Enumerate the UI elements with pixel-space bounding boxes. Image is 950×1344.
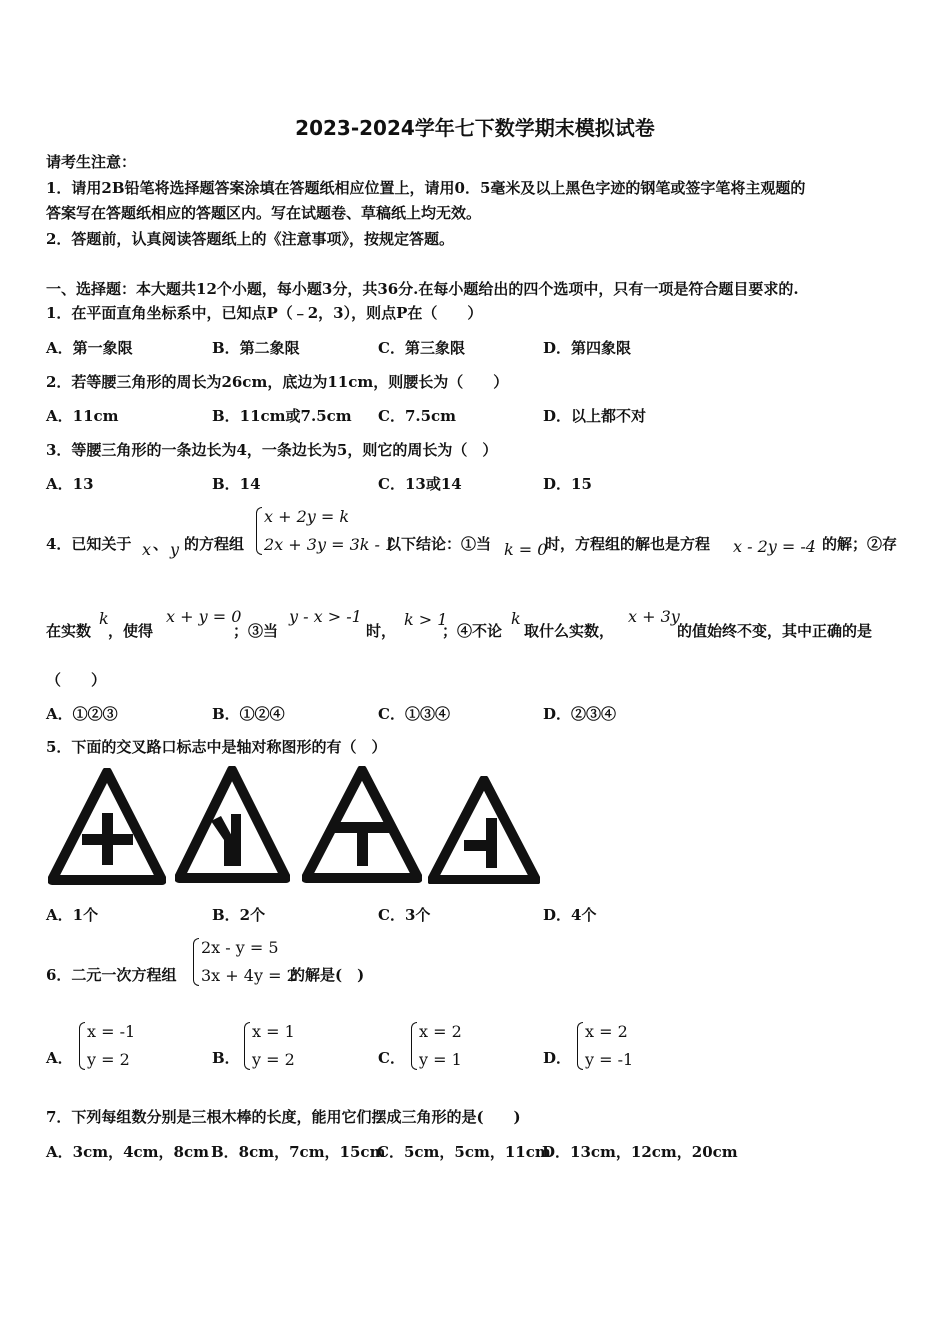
q6-b-row-2: y = 2 — [252, 1050, 295, 1069]
section-heading: 一、选择题：本大题共12个小题，每小题3分，共36分.在每小题给出的四个选项中，只有一项是符合题目要求的. — [46, 280, 799, 298]
q4-option-c[interactable]: C．①③④ — [378, 705, 450, 723]
q4-text-8: ；③当 — [233, 622, 279, 640]
notice-line-2: 2．答题前，认真阅读答题纸上的《注意事项》，按规定答题。 — [46, 230, 454, 248]
q2-option-d[interactable]: D．以上都不对 — [543, 407, 647, 425]
q7-option-a[interactable]: A．3cm，4cm，8cm — [46, 1143, 209, 1161]
q6-b-row-1: x = 1 — [252, 1022, 295, 1041]
q1-option-d[interactable]: D．第四象限 — [543, 339, 632, 357]
q4-text-5: 的解；②存 — [822, 535, 898, 553]
q4-eq-2: 2x + 3y = 3k - 1 — [264, 535, 396, 554]
q6-d-row-1: x = 2 — [585, 1022, 628, 1041]
q6-text-2: 的解是( ) — [290, 966, 365, 984]
q6-system — [193, 934, 297, 990]
q1-option-b[interactable]: B．第二象限 — [212, 339, 300, 357]
q4-option-d[interactable]: D．②③④ — [543, 705, 617, 723]
page-title: 2023-2024学年七下数学期末模拟试卷 — [295, 116, 655, 140]
q4-var-y: y — [170, 540, 180, 559]
q4-text-6: 在实数 — [46, 622, 92, 640]
q5-option-c[interactable]: C．3个 — [378, 906, 431, 924]
q6-c-row-1: x = 2 — [419, 1022, 462, 1041]
q3-option-b[interactable]: B．14 — [212, 475, 261, 493]
q6-a-row-1: x = -1 — [87, 1022, 136, 1041]
q4-text-9: 时， — [366, 622, 397, 640]
q5-option-a[interactable]: A．1个 — [46, 906, 99, 924]
q6-a-row-2: y = 2 — [87, 1050, 130, 1069]
q3-stem: 3．等腰三角形的一条边长为4，一条边长为5，则它的周长为（ ） — [46, 441, 498, 459]
q4-sep: 、 — [153, 535, 169, 553]
q7-stem: 7．下列每组数分别是三根木棒的长度，能用它们摆成三角形的是( ) — [46, 1108, 521, 1126]
q7-option-d[interactable]: D．13cm，12cm，20cm — [542, 1143, 738, 1161]
q6-option-d-system[interactable] — [577, 1018, 633, 1074]
q4-text-1: 4．已知关于 — [46, 535, 132, 553]
q7-option-b[interactable]: B．8cm，7cm，15cm — [211, 1143, 386, 1161]
q6-option-b-system[interactable] — [244, 1018, 295, 1074]
q6-eq-2: 3x + 4y = 2 — [201, 966, 297, 985]
q6-option-b-label[interactable]: B． — [212, 1049, 240, 1067]
q2-stem: 2．若等腰三角形的周长为26cm，底边为11cm，则腰长为（ ） — [46, 373, 509, 391]
q4-text-7: ，使得 — [108, 622, 154, 640]
q4-text-4: 时，方程组的解也是方程 — [545, 535, 711, 553]
q2-option-b[interactable]: B．11cm或7.5cm — [212, 407, 352, 425]
q4-var-k-1: k — [99, 609, 109, 628]
q4-var-k-2: k — [511, 609, 521, 628]
q4-option-a[interactable]: A．①②③ — [46, 705, 118, 723]
notice-line-1b: 答案写在答题纸相应的答题区内。写在试题卷、草稿纸上均无效。 — [46, 204, 482, 222]
q1-stem: 1．在平面直角坐标系中，已知点P（﹣2，3），则点P在（ ） — [46, 304, 483, 322]
q6-c-row-2: y = 1 — [419, 1050, 462, 1069]
q4-cond-4: k > 1 — [404, 610, 448, 629]
q1-option-c[interactable]: C．第三象限 — [378, 339, 465, 357]
q6-d-row-2: y = -1 — [585, 1050, 634, 1069]
q3-option-a[interactable]: A．13 — [46, 475, 94, 493]
q4-cond-1: k = 0 — [504, 540, 548, 559]
q4-answer-paren: （ ） — [46, 671, 107, 689]
q4-expr: x + 3y — [628, 607, 680, 626]
q5-option-d[interactable]: D．4个 — [543, 906, 597, 924]
q3-option-c[interactable]: C．13或14 — [378, 475, 462, 493]
q6-text-1: 6．二元一次方程组 — [46, 966, 177, 984]
q6-option-d-label[interactable]: D． — [543, 1049, 572, 1067]
q2-option-c[interactable]: C．7.5cm — [378, 407, 457, 425]
q4-text-10: ；④不论 — [442, 622, 503, 640]
q5-option-b[interactable]: B．2个 — [212, 906, 266, 924]
q6-option-a-label[interactable]: A． — [46, 1049, 73, 1067]
q4-text-3: 以下结论：①当 — [386, 535, 492, 553]
q4-cond-3: y - x > -1 — [289, 607, 362, 626]
q4-cond-2: x + y = 0 — [166, 607, 242, 626]
side-road-sign-icon — [428, 776, 540, 884]
q4-eq-3: x - 2y = -4 — [733, 537, 816, 556]
q4-text-12: 的值始终不变，其中正确的是 — [677, 622, 873, 640]
q4-var-x: x — [142, 540, 152, 559]
q2-option-a[interactable]: A．11cm — [46, 407, 119, 425]
q4-text-2: 的方程组 — [184, 535, 245, 553]
notice-heading: 请考生注意： — [46, 153, 137, 171]
q7-option-c[interactable]: C．5cm，5cm，11cm — [377, 1143, 551, 1161]
q3-option-d[interactable]: D．15 — [543, 475, 592, 493]
q5-stem: 5．下面的交叉路口标志中是轴对称图形的有（ ） — [46, 738, 387, 756]
q4-text-11: 取什么实数， — [524, 622, 615, 640]
q1-option-a[interactable]: A．第一象限 — [46, 339, 133, 357]
q6-option-c-system[interactable] — [411, 1018, 462, 1074]
t-junction-sign-icon — [302, 766, 422, 883]
y-junction-sign-icon — [175, 766, 290, 883]
notice-line-1a: 1．请用2B铅笔将选择题答案涂填在答题纸相应位置上，请用0．5毫米及以上黑色字迹的钢笔或签字笔将主观题的 — [46, 179, 806, 197]
q6-option-c-label[interactable]: C． — [378, 1049, 405, 1067]
q6-eq-1: 2x - y = 5 — [201, 938, 279, 957]
q4-eq-1: x + 2y = k — [264, 507, 350, 526]
q4-option-b[interactable]: B．①②④ — [212, 705, 285, 723]
q6-option-a-system[interactable] — [79, 1018, 135, 1074]
crossroad-sign-icon — [48, 768, 166, 885]
q4-system — [256, 503, 395, 559]
